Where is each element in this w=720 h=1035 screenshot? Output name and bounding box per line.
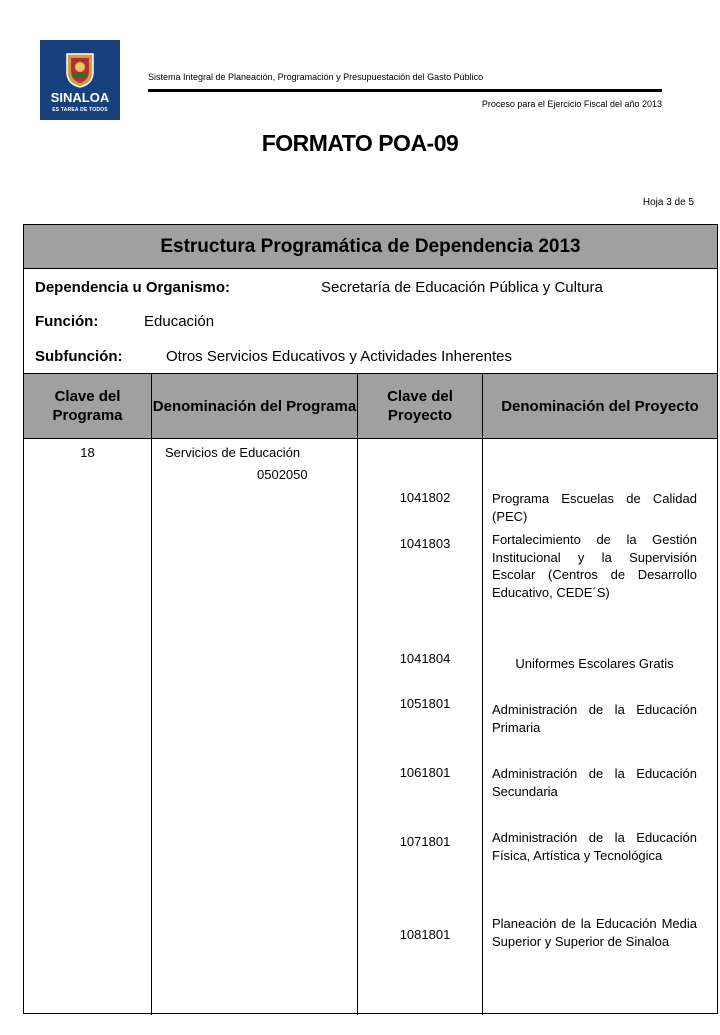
column-header-row [24,373,717,439]
subfuncion-label: Subfunción: [35,348,123,365]
project-clave: 1041803 [399,536,451,551]
header-rule [148,89,662,92]
logo-tagline: ES TAREA DE TODOS [52,107,108,113]
col-clave-programa: Clave del Programa [52,388,123,424]
column-divider [482,373,483,1015]
coat-of-arms-icon [63,50,97,88]
project-denominacion: Administración de la Educación Primaria [492,702,697,735]
column-divider [357,373,358,1015]
funcion-label: Función: [35,313,99,330]
project-denominacion: Programa Escuelas de Calidad (PEC) [492,491,697,524]
funcion-value: Educación [144,313,215,330]
system-name: Sistema Integral de Planeación, Programación y Presupuestación del Gasto Público [148,72,484,82]
project-denominacion: Administración de la Educación Secundaria [492,766,697,799]
dependencia-value: Secretaría de Educación Pública y Cultura [321,279,603,296]
process-label: Proceso para el Ejercicio Fiscal del año 2013 [481,99,662,109]
logo-wordmark: SINALOA [50,90,110,105]
program-codigo: 0502050 [257,467,308,482]
project-clave: 1081801 [399,927,451,942]
program-denominacion: Servicios de Educación [165,445,301,460]
project-denominacion: Fortalecimiento de la Gestión Institucional y la Supervisión Escolar (Centros de Desarrollo Educativo, CEDE´S) [492,532,697,600]
project-clave: 1051801 [399,696,451,711]
sinaloa-logo [40,40,120,120]
subfuncion-value: Otros Servicios Educativos y Actividades Inherentes [166,348,512,365]
col-clave-proyecto: Clave del Proyecto [387,388,453,424]
program-clave: 18 [80,445,95,460]
project-clave: 1061801 [399,765,451,780]
project-clave: 1041804 [399,651,451,666]
table-title: Estructura Programática de Dependencia 2013 [24,225,717,269]
project-clave: 1071801 [399,834,451,849]
project-denominacion: Planeación de la Educación Media Superior y Superior de Sinaloa [492,916,697,949]
project-clave: 1041802 [399,490,451,505]
project-denominacion: Uniformes Escolares Gratis [515,656,674,671]
dependencia-label: Dependencia u Organismo: [35,279,231,296]
col-denominacion-programa: Denominación del Programa [152,397,357,415]
sheet-number: Hoja 3 de 5 [642,197,694,208]
column-divider [151,373,152,1015]
project-denominacion: Administración de la Educación Física, Artística y Tecnológica [492,830,697,863]
page-title: FORMATO POA-09 [261,130,459,156]
col-denominacion-proyecto: Denominación del Proyecto [501,397,699,415]
program-structure-table [23,224,718,1014]
